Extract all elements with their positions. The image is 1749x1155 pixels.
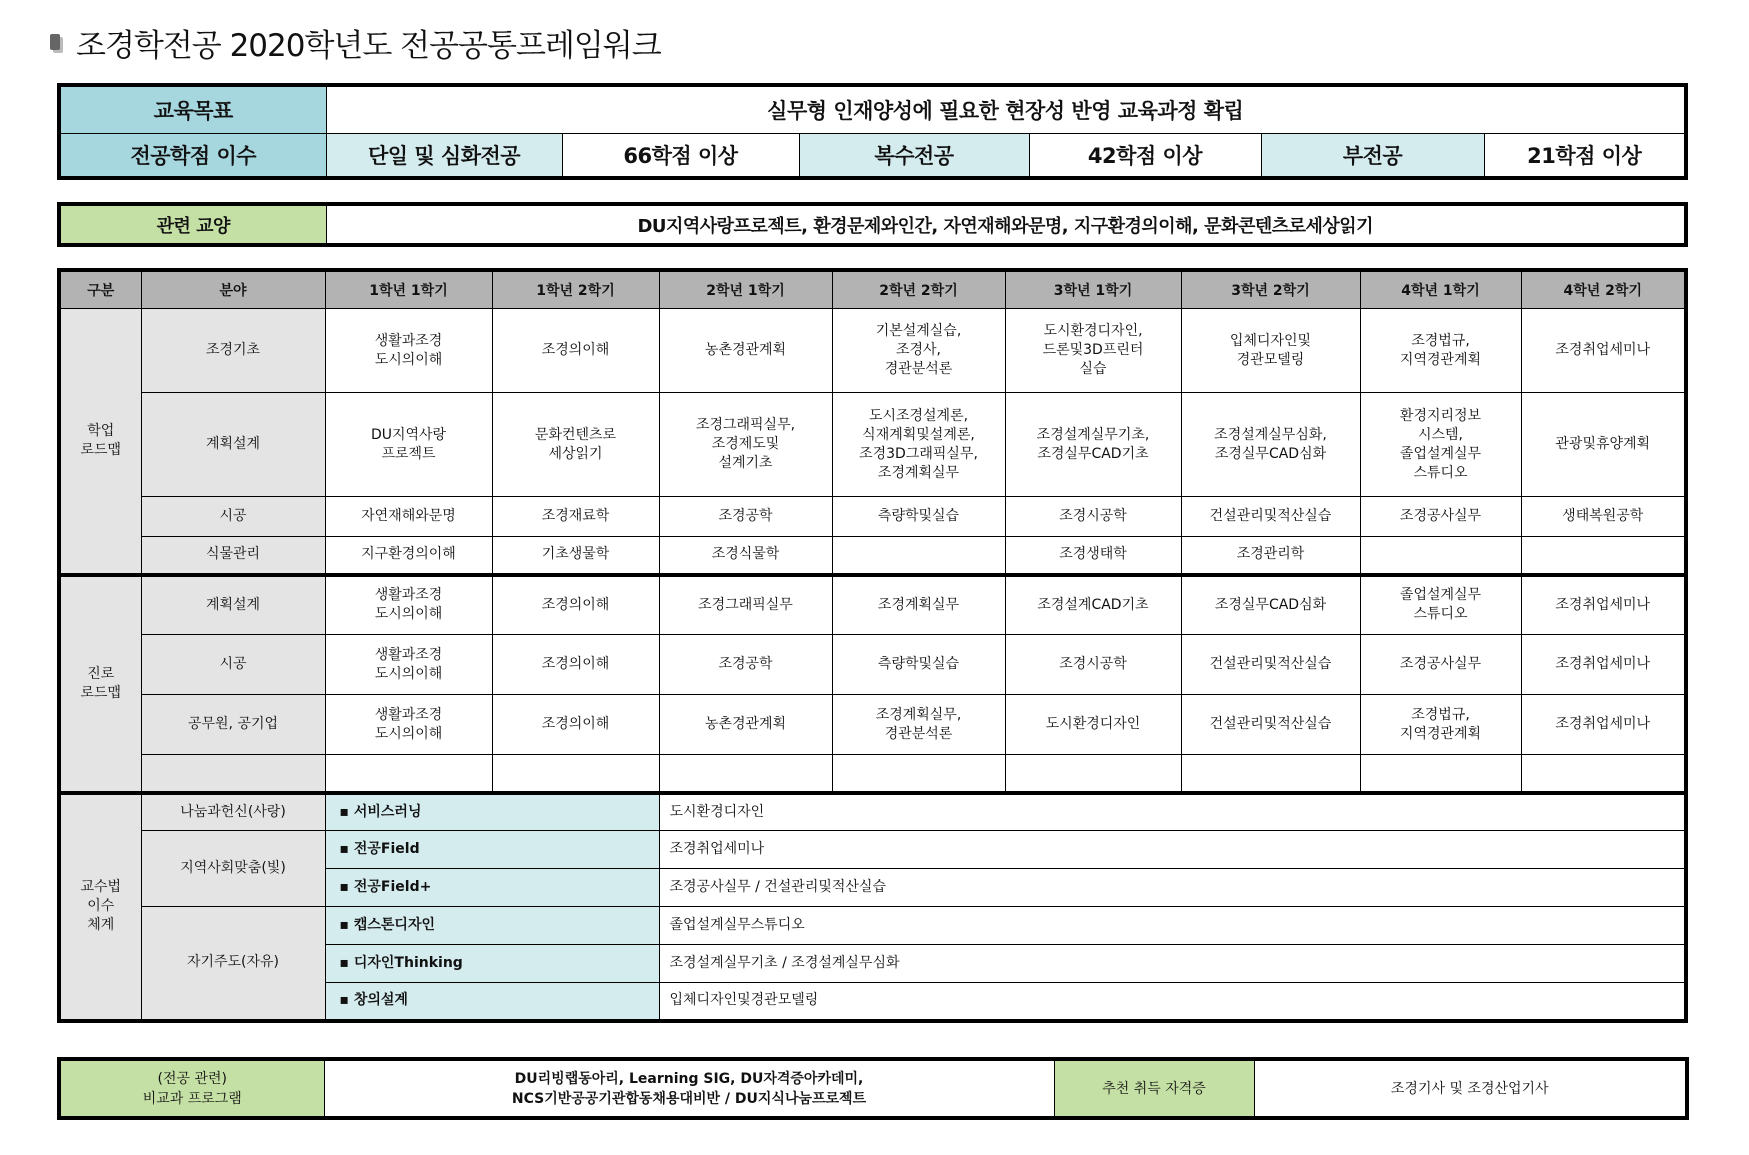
course-cell: 도시조경설계론, 식재계획및설계론, 조경3D그래픽실무, 조경계획실무 bbox=[832, 393, 1005, 497]
column-header: 3학년 2학기 bbox=[1181, 270, 1360, 309]
course-cell: 측량학및실습 bbox=[832, 497, 1005, 537]
course-cell: 조경의이해 bbox=[492, 575, 659, 635]
course-cell: 조경공사실무 bbox=[1360, 497, 1521, 537]
table-row bbox=[59, 695, 1686, 755]
course-cell: 조경그래픽실무 bbox=[659, 575, 832, 635]
pedagogy-method: ▪ 전공Field bbox=[325, 831, 659, 869]
credit-value: 66학점 이상 bbox=[562, 133, 799, 178]
course-cell bbox=[325, 755, 492, 793]
table-row bbox=[59, 393, 1686, 497]
course-cell: 조경계획실무, 경관분석론 bbox=[832, 695, 1005, 755]
table-row bbox=[59, 755, 1686, 793]
course-cell: 졸업설계실무 스튜디오 bbox=[1360, 575, 1521, 635]
field-label: 공무원, 공기업 bbox=[141, 695, 325, 755]
course-cell bbox=[1521, 537, 1686, 575]
pedagogy-group: 자기주도(자유) bbox=[141, 907, 325, 1021]
course-cell: 조경취업세미나 bbox=[1521, 635, 1686, 695]
certificate-label: 추천 취득 자격증 bbox=[1054, 1059, 1254, 1118]
extracurricular-box bbox=[57, 1057, 1689, 1120]
course-cell: 조경생태학 bbox=[1005, 537, 1181, 575]
course-cell bbox=[832, 755, 1005, 793]
course-cell: 건설관리및적산실습 bbox=[1181, 695, 1360, 755]
course-cell: 측량학및실습 bbox=[832, 635, 1005, 695]
course-cell: 조경시공학 bbox=[1005, 635, 1181, 695]
course-cell: 자연재해와문명 bbox=[325, 497, 492, 537]
course-cell: 도시환경디자인 bbox=[1005, 695, 1181, 755]
course-cell: DU지역사랑 프로젝트 bbox=[325, 393, 492, 497]
title-text: 조경학전공 2020학년도 전공공통프레임워크 bbox=[76, 27, 661, 64]
credit-type: 부전공 bbox=[1261, 133, 1484, 178]
table-row bbox=[59, 575, 1686, 635]
column-header: 1학년 1학기 bbox=[325, 270, 492, 309]
course-cell: 조경법규, 지역경관계획 bbox=[1360, 695, 1521, 755]
pedagogy-course: 조경설계실무기초 / 조경설계실무심화 bbox=[659, 945, 1686, 983]
column-header: 구분 bbox=[59, 270, 141, 309]
pedagogy-course: 도시환경디자인 bbox=[659, 793, 1686, 831]
course-cell: 기본설계실습, 조경사, 경관분석론 bbox=[832, 309, 1005, 393]
course-cell bbox=[1521, 755, 1686, 793]
course-cell: 환경지리정보 시스템, 졸업설계실무 스튜디오 bbox=[1360, 393, 1521, 497]
course-cell: 생활과조경 도시의이해 bbox=[325, 309, 492, 393]
course-cell: 생활과조경 도시의이해 bbox=[325, 575, 492, 635]
course-cell: 지구환경의이해 bbox=[325, 537, 492, 575]
course-cell: 조경재료학 bbox=[492, 497, 659, 537]
course-cell: 조경식물학 bbox=[659, 537, 832, 575]
course-cell: 조경공학 bbox=[659, 635, 832, 695]
pedagogy-row bbox=[59, 831, 1686, 869]
credits-label: 전공학점 이수 bbox=[59, 133, 326, 178]
course-cell: 생태복원공학 bbox=[1521, 497, 1686, 537]
extracurricular-label: (전공 관련) 비교과 프로그램 bbox=[59, 1059, 324, 1118]
course-cell: 조경실무CAD심화 bbox=[1181, 575, 1360, 635]
field-label: 식물관리 bbox=[141, 537, 325, 575]
liberal-value: DU지역사랑프로젝트, 환경문제와인간, 자연재해와문명, 지구환경의이해, 문화콘텐츠로세상읽기 bbox=[326, 204, 1686, 245]
course-cell: 기초생물학 bbox=[492, 537, 659, 575]
table-row bbox=[59, 537, 1686, 575]
pedagogy-course: 졸업설계실무스튜디오 bbox=[659, 907, 1686, 945]
pedagogy-group: 나눔과헌신(사랑) bbox=[141, 793, 325, 831]
pedagogy-method: ▪ 디자인Thinking bbox=[325, 945, 659, 983]
course-cell: 조경시공학 bbox=[1005, 497, 1181, 537]
field-label: 시공 bbox=[141, 635, 325, 695]
course-cell: 농촌경관계획 bbox=[659, 695, 832, 755]
course-cell: 조경설계실무심화, 조경실무CAD심화 bbox=[1181, 393, 1360, 497]
course-cell bbox=[1005, 755, 1181, 793]
column-header: 2학년 2학기 bbox=[832, 270, 1005, 309]
roadmap-table bbox=[57, 268, 1688, 1023]
course-cell: 조경공학 bbox=[659, 497, 832, 537]
pedagogy-method: ▪ 서비스러닝 bbox=[325, 793, 659, 831]
course-cell: 조경계획실무 bbox=[832, 575, 1005, 635]
column-header: 분야 bbox=[141, 270, 325, 309]
bullet-icon bbox=[50, 34, 60, 50]
credit-type: 복수전공 bbox=[799, 133, 1029, 178]
pedagogy-method: ▪ 전공Field+ bbox=[325, 869, 659, 907]
course-cell: 농촌경관계획 bbox=[659, 309, 832, 393]
course-cell: 조경의이해 bbox=[492, 695, 659, 755]
course-cell: 조경그래픽실무, 조경제도및 설계기초 bbox=[659, 393, 832, 497]
extracurricular-value: DU리빙랩동아리, Learning SIG, DU자격증아카데미, NCS기반공공기관합동채용대비반 / DU지식나눔프로젝트 bbox=[324, 1059, 1054, 1118]
header-row bbox=[59, 270, 1686, 309]
course-cell: 조경관리학 bbox=[1181, 537, 1360, 575]
field-label: 계획설계 bbox=[141, 393, 325, 497]
course-cell bbox=[492, 755, 659, 793]
credit-type: 단일 및 심화전공 bbox=[326, 133, 562, 178]
course-cell: 건설관리및적산실습 bbox=[1181, 497, 1360, 537]
course-cell bbox=[1181, 755, 1360, 793]
pedagogy-method: ▪ 창의설계 bbox=[325, 983, 659, 1021]
goal-credits-box bbox=[57, 83, 1688, 180]
pedagogy-row bbox=[59, 793, 1686, 831]
field-label: 조경기초 bbox=[141, 309, 325, 393]
table-row bbox=[59, 635, 1686, 695]
column-header: 1학년 2학기 bbox=[492, 270, 659, 309]
liberal-label: 관련 교양 bbox=[59, 204, 326, 245]
page-title bbox=[50, 20, 661, 64]
goal-label: 교육목표 bbox=[59, 85, 326, 133]
course-cell bbox=[1360, 755, 1521, 793]
course-cell: 조경법규, 지역경관계획 bbox=[1360, 309, 1521, 393]
course-cell: 도시환경디자인, 드론및3D프린터 실습 bbox=[1005, 309, 1181, 393]
pedagogy-group: 지역사회맞춤(빛) bbox=[141, 831, 325, 907]
pedagogy-row bbox=[59, 907, 1686, 945]
pedagogy-method: ▪ 캡스톤디자인 bbox=[325, 907, 659, 945]
column-header: 4학년 2학기 bbox=[1521, 270, 1686, 309]
column-header: 4학년 1학기 bbox=[1360, 270, 1521, 309]
course-cell: 건설관리및적산실습 bbox=[1181, 635, 1360, 695]
course-cell: 문화컨텐츠로 세상읽기 bbox=[492, 393, 659, 497]
section-label: 진로 로드맵 bbox=[59, 575, 141, 793]
course-cell: 조경취업세미나 bbox=[1521, 695, 1686, 755]
course-cell: 조경설계CAD기초 bbox=[1005, 575, 1181, 635]
field-label bbox=[141, 755, 325, 793]
course-cell: 입체디자인및 경관모델링 bbox=[1181, 309, 1360, 393]
certificate-value: 조경기사 및 조경산업기사 bbox=[1254, 1059, 1687, 1118]
column-header: 3학년 1학기 bbox=[1005, 270, 1181, 309]
course-cell: 조경설계실무기초, 조경실무CAD기초 bbox=[1005, 393, 1181, 497]
credit-value: 42학점 이상 bbox=[1029, 133, 1261, 178]
liberal-arts-box bbox=[57, 202, 1688, 247]
pedagogy-course: 조경취업세미나 bbox=[659, 831, 1686, 869]
field-label: 시공 bbox=[141, 497, 325, 537]
table-row bbox=[59, 497, 1686, 537]
course-cell: 조경의이해 bbox=[492, 635, 659, 695]
course-cell bbox=[659, 755, 832, 793]
course-cell bbox=[1360, 537, 1521, 575]
credit-value: 21학점 이상 bbox=[1484, 133, 1686, 178]
field-label: 계획설계 bbox=[141, 575, 325, 635]
course-cell: 생활과조경 도시의이해 bbox=[325, 695, 492, 755]
course-cell: 조경취업세미나 bbox=[1521, 575, 1686, 635]
pedagogy-course: 조경공사실무 / 건설관리및적산실습 bbox=[659, 869, 1686, 907]
column-header: 2학년 1학기 bbox=[659, 270, 832, 309]
course-cell: 생활과조경 도시의이해 bbox=[325, 635, 492, 695]
course-cell: 조경공사실무 bbox=[1360, 635, 1521, 695]
course-cell: 조경의이해 bbox=[492, 309, 659, 393]
course-cell bbox=[832, 537, 1005, 575]
section-label: 교수법 이수 체계 bbox=[59, 793, 141, 1021]
course-cell: 관광및휴양계획 bbox=[1521, 393, 1686, 497]
course-cell: 조경취업세미나 bbox=[1521, 309, 1686, 393]
section-label: 학업 로드맵 bbox=[59, 309, 141, 575]
pedagogy-course: 입체디자인및경관모델링 bbox=[659, 983, 1686, 1021]
table-row bbox=[59, 309, 1686, 393]
goal-value: 실무형 인재양성에 필요한 현장성 반영 교육과정 확립 bbox=[326, 85, 1686, 133]
